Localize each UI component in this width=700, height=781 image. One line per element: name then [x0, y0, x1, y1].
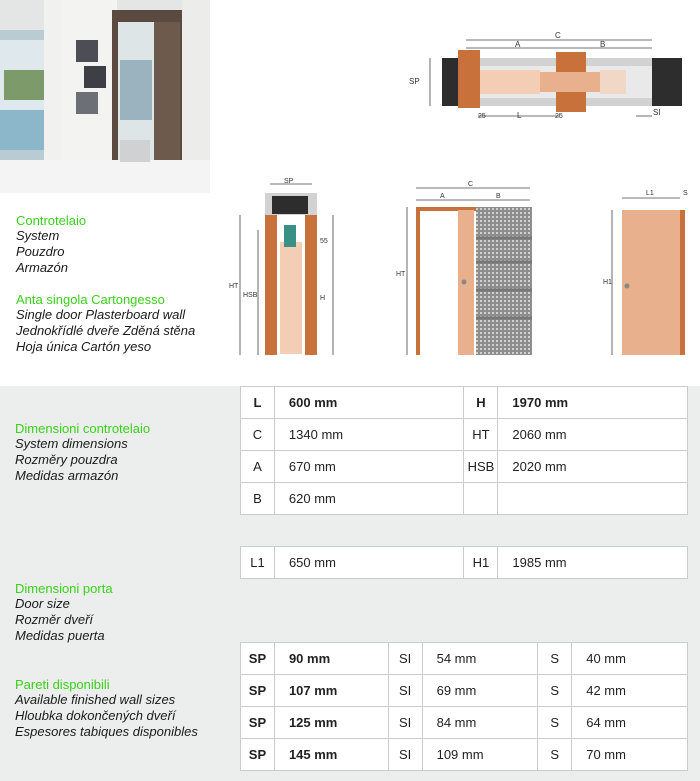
single-door-title: Anta singola Cartongesso [16, 292, 165, 307]
system-dimensions-table [240, 386, 688, 515]
door-size-line-es: Medidas puerta [15, 628, 105, 643]
value-cell: 620 mm [274, 483, 464, 515]
value-cell: 1970 mm [498, 387, 688, 419]
table-row [241, 387, 688, 419]
section-label-55: 55 [320, 238, 328, 245]
key-cell: B [241, 483, 275, 515]
walls-line-en: Available finished wall sizes [15, 692, 176, 707]
key-cell: SP [241, 675, 275, 707]
system-title: Controtelaio [16, 213, 87, 228]
key-cell: L1 [241, 547, 275, 579]
key-cell: L [241, 387, 275, 419]
technical-drawings [210, 0, 700, 380]
door-label-l1: L1 [646, 190, 654, 197]
key-cell [464, 483, 498, 515]
plan-label-c: C [555, 31, 561, 40]
key-cell: S [538, 707, 572, 739]
table-row [241, 419, 688, 451]
walls-title: Pareti disponibili [15, 677, 110, 692]
value-cell: 2020 mm [498, 451, 688, 483]
value-cell: 107 mm [274, 675, 388, 707]
front-label-c: C [468, 181, 474, 188]
plan-view-drawing [409, 31, 682, 120]
section-label-h: H [320, 295, 326, 302]
value-cell: 64 mm [572, 707, 688, 739]
system-line-en: System [16, 228, 60, 243]
product-photo [0, 0, 210, 193]
plan-label-sp: SP [409, 77, 420, 86]
section-label-sp: SP [284, 178, 294, 185]
plan-label-25-right: 25 [555, 113, 563, 120]
door-size-label [15, 581, 113, 644]
value-cell: 42 mm [572, 675, 688, 707]
single-door-line-cz: Jednokřídlé dveře Zděná stěna [16, 323, 196, 338]
key-cell: HT [464, 419, 498, 451]
system-label-block [16, 213, 86, 276]
value-cell: 69 mm [422, 675, 538, 707]
value-cell: 125 mm [274, 707, 388, 739]
table-row [241, 547, 688, 579]
key-cell: C [241, 419, 275, 451]
value-cell: 1985 mm [498, 547, 688, 579]
system-dimensions-label [15, 421, 150, 484]
value-cell: 2060 mm [498, 419, 688, 451]
key-cell: S [538, 643, 572, 675]
system-dimensions-line-cz: Rozměry pouzdra [15, 452, 118, 467]
key-cell: HSB [464, 451, 498, 483]
value-cell: 54 mm [422, 643, 538, 675]
table-row [241, 707, 688, 739]
value-cell: 650 mm [274, 547, 464, 579]
key-cell: A [241, 451, 275, 483]
key-cell: S [538, 739, 572, 771]
front-label-a: A [440, 193, 445, 200]
key-cell: H1 [464, 547, 498, 579]
system-dimensions-line-en: System dimensions [15, 436, 128, 451]
wall-sizes-table [240, 642, 688, 771]
value-cell: 600 mm [274, 387, 464, 419]
key-cell: SI [388, 739, 422, 771]
table-row [241, 483, 688, 515]
single-door-line-es: Hoja única Cartón yeso [16, 339, 152, 354]
key-cell: SP [241, 707, 275, 739]
front-label-ht: HT [396, 271, 406, 278]
key-cell: SI [388, 675, 422, 707]
door-label-s: S [683, 190, 688, 197]
value-cell: 145 mm [274, 739, 388, 771]
single-door-line-en: Single door Plasterboard wall [16, 307, 186, 322]
key-cell: SI [388, 707, 422, 739]
door-size-line-en: Door size [15, 596, 70, 611]
front-label-b: B [496, 193, 501, 200]
key-cell: SP [241, 643, 275, 675]
door-size-line-cz: Rozměr dveří [15, 612, 94, 627]
table-row [241, 675, 688, 707]
key-cell: SI [388, 643, 422, 675]
system-line-cz: Pouzdro [16, 244, 65, 259]
system-dimensions-line-es: Medidas armazón [15, 468, 119, 483]
plan-label-b: B [600, 40, 606, 49]
walls-line-cz: Hloubka dokončených dveří [15, 708, 176, 723]
key-cell: SP [241, 739, 275, 771]
section-label-hsb: HSB [243, 292, 258, 299]
value-cell: 1340 mm [274, 419, 464, 451]
table-row [241, 451, 688, 483]
value-cell: 670 mm [274, 451, 464, 483]
plan-label-l: L [517, 111, 522, 120]
value-cell: 84 mm [422, 707, 538, 739]
system-line-es: Armazón [16, 260, 69, 275]
plan-label-si: SI [653, 108, 661, 117]
door-size-title: Dimensioni porta [15, 581, 113, 596]
room-photo-illustration [0, 0, 210, 193]
section-view-drawing [229, 178, 333, 355]
value-cell: 90 mm [274, 643, 388, 675]
system-dimensions-title: Dimensioni controtelaio [15, 421, 151, 436]
plan-label-25-left: 25 [478, 113, 486, 120]
plan-label-a: A [515, 40, 521, 49]
door-size-table [240, 546, 688, 579]
key-cell: H [464, 387, 498, 419]
table-row [241, 739, 688, 771]
value-cell: 40 mm [572, 643, 688, 675]
key-cell: S [538, 675, 572, 707]
section-label-ht: HT [229, 283, 239, 290]
front-view-drawing [396, 181, 532, 355]
value-cell: 70 mm [572, 739, 688, 771]
walls-line-es: Espesores tabiques disponibles [15, 724, 198, 739]
single-door-label-block [16, 292, 195, 355]
value-cell: 109 mm [422, 739, 538, 771]
value-cell [498, 483, 688, 515]
door-label-h1: H1 [603, 279, 612, 286]
table-row [241, 643, 688, 675]
walls-label [15, 677, 198, 740]
door-view-drawing [603, 190, 688, 355]
